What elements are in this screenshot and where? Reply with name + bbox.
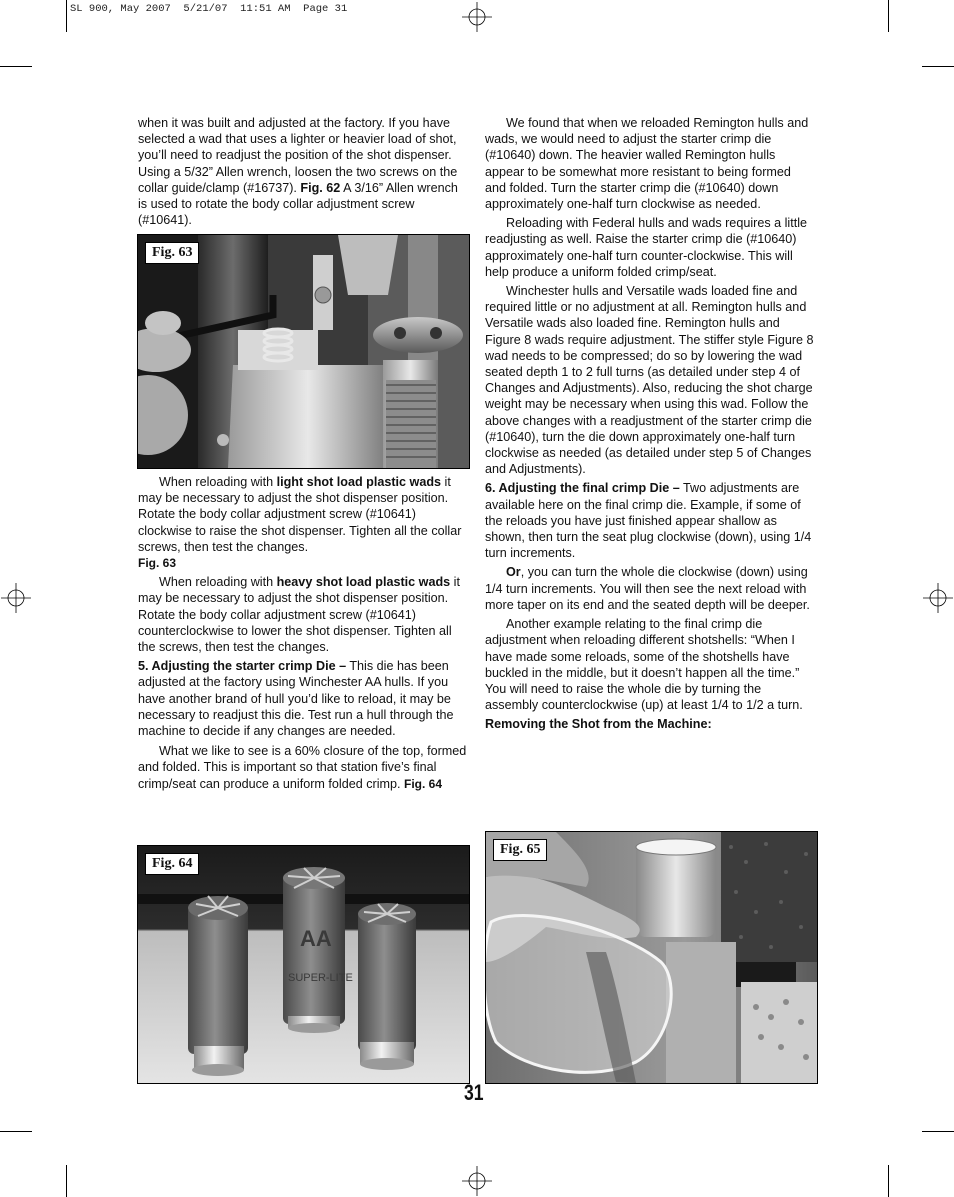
- page-number: 31: [464, 1080, 484, 1105]
- paragraph: Winchester hulls and Versatile wads loaded fine and required little or no adjustment at all. Remington hulls and Versatile wads also loaded fine. Remington hulls and Figure 8 wads require adjustment. The stiffer style Figure 8 wad needs to be compressed; do so by lowering the wad seated depth 1 to 2 full turns (as detailed under step 4 of Changes and Adjustments). Also, reducing the shot charge weight may be necessary when using this wad. Follow the above changes with a readjustment of the starter crimp die (#10640), turn the die down approximately one-half turn clockwise as needed (as detailed under step 5 of Changes and Adjustments).: [485, 284, 814, 477]
- registration-mark-icon: [462, 1166, 492, 1196]
- paragraph: What we like to see is a 60% closure of the top, formed and folded. This is important so that station five’s final crimp/seat can produce a uniform folded crimp. Fig. 64: [138, 744, 467, 791]
- paragraph: when it was built and adjusted at the factory. If you have selected a wad that uses a lighter or heavier load of shot, you’ll need to readjust the position of the shot dispenser. Using a 5/32” Allen wrench, loosen the two screws on the collar guide/clamp (#16737). Fig. 62 A 3/16” Allen wrench is used to rotate the body collar adjustment screw (#10641).: [138, 116, 458, 228]
- registration-mark-icon: [462, 2, 492, 32]
- paragraph: 5. Adjusting the starter crimp Die – This die has been adjusted at the factory using Winchester AA hulls. If you have another brand of hull you’d like to reload, it may be necessary to readjust this die. Test run a hull through the machine to decide if any changes are needed.: [138, 659, 454, 739]
- crop-mark: [888, 0, 889, 32]
- photo-press-collar-adjustment: [138, 235, 469, 468]
- right-column: [485, 115, 815, 736]
- crop-mark: [888, 1165, 889, 1197]
- crop-mark: [66, 0, 67, 32]
- figure-63: [137, 234, 470, 469]
- figure-65: [485, 831, 818, 1084]
- figure-reference: Fig. 63: [138, 556, 177, 571]
- paragraph: [485, 716, 815, 732]
- section-heading: Removing the Shot from the Machine:: [485, 717, 712, 732]
- figure-64: [137, 845, 470, 1084]
- figure-label: Fig. 64: [145, 853, 199, 875]
- shell-print-load: SUPER-LITE: [288, 972, 353, 984]
- shell-print-aa: AA: [300, 926, 332, 951]
- paragraph: We found that when we reloaded Remington hulls and wads, we would need to adjust the starter crimp die (#10640) down. The heavier walled Remington hulls appear to be somewhat more resistant to being formed and folded. Turn the starter crimp die (#10640) down approximately one-half turn clockwise as needed.: [485, 116, 809, 212]
- left-column-top: [138, 115, 468, 231]
- paragraph: Another example relating to the final crimp die adjustment when reloading different shotshells: “When I have made some reloads, some of the shotshells have buckled in the middle, but it doesn’t happen all the time.” You will need to raise the whole die by turning the assembly counterclockwise (up) at least 1/4 to 1/2 a turn.: [485, 617, 803, 713]
- crop-mark: [922, 1131, 954, 1132]
- photo-removing-shot: [486, 832, 817, 1083]
- paragraph: Reloading with Federal hulls and wads requires a little readjusting as well. Raise the starter crimp die (#10640) approximately one-half turn counter-clockwise. This will help produce a uniform folded crimp/seat.: [485, 216, 808, 279]
- figure-reference: Fig. 62: [300, 180, 341, 195]
- paragraph: When reloading with heavy shot load plastic wads it may be necessary to adjust the shot dispenser position. Rotate the body collar adjustment screw (#10641) counterclockwise to lower the shot dispenser. Tighten all the screws, then test the changes.: [138, 575, 460, 655]
- registration-mark-icon: [923, 583, 953, 613]
- registration-mark-icon: [1, 583, 31, 613]
- left-column-middle: [138, 474, 468, 795]
- crop-mark: [0, 1131, 32, 1132]
- paragraph: 6. Adjusting the final crimp Die – Two adjustments are available here on the final crimp die. Example, if some of the reloads you have just finished appear shallow as shown, then turn the seat plug clockwise (down), using 1/4 turn increments.: [485, 481, 812, 561]
- figure-label: Fig. 65: [493, 839, 547, 861]
- section-heading: 5. Adjusting the starter crimp Die –: [138, 659, 347, 674]
- crop-mark: [922, 66, 954, 67]
- print-slug: SL 900, May 2007 5/21/07 11:51 AM Page 31: [70, 3, 348, 15]
- crop-mark: [0, 66, 32, 67]
- figure-reference: Fig. 64: [404, 776, 443, 791]
- photo-shotshells: [138, 846, 469, 1083]
- crop-mark: [66, 1165, 67, 1197]
- paragraph: Or, you can turn the whole die clockwise (down) using 1/4 turn increments. You will then see the next reload with more taper on its end and the seated depth will be deeper.: [485, 565, 810, 612]
- section-heading: 6. Adjusting the final crimp Die –: [485, 481, 680, 496]
- paragraph: When reloading with light shot load plastic wads it may be necessary to adjust the shot dispenser position. Rotate the body collar adjustment screw (#10641) clockwise to raise the shot dispenser. Tighten all the collar screws, then test the changes. Fig. 63: [138, 475, 462, 571]
- figure-label: Fig. 63: [145, 242, 199, 264]
